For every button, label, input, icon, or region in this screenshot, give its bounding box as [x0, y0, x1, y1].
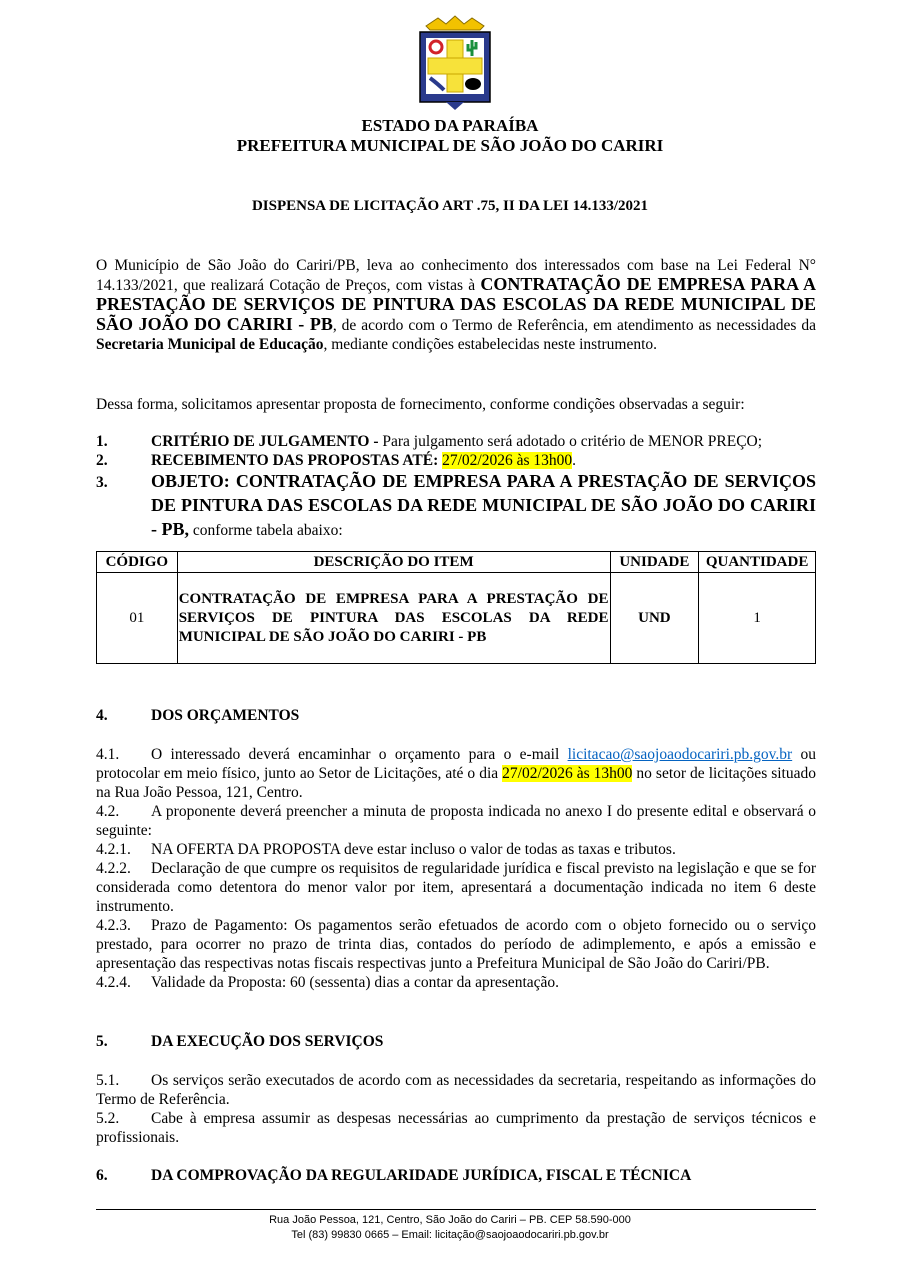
section-4-body	[96, 745, 816, 992]
items-table	[96, 551, 816, 664]
cell-unit: UND	[610, 573, 699, 664]
section-4-heading: 4. DOS ORÇAMENTOS	[96, 707, 300, 724]
footer-contact: Tel (83) 99830 0665 – Email: licitação@saojoaodocariri.pb.gov.br	[291, 1229, 609, 1241]
paragraph-4-2-1: 4.2.1. NA OFERTA DA PROPOSTA deve estar incluso o valor de todas as taxas e tributos.	[96, 841, 676, 858]
col-unit-header: UNIDADE	[610, 552, 699, 573]
email-link[interactable]: licitacao@saojoaodocariri.pb.gov.br	[567, 746, 793, 763]
paragraph-4-2: 4.2. A proponente deverá preencher a minuta de proposta indicada no anexo I do presente edital e observará o seguinte:	[96, 803, 816, 839]
col-description-header: DESCRIÇÃO DO ITEM	[177, 552, 610, 573]
paragraph-4-2-3: 4.2.3. Prazo de Pagamento: Os pagamentos serão efetuados de acordo com o objeto fornecido ou o serviço prestado, para ocorrer no prazo de trinta dias, contados do período de adimplemento, e após a emissão e apresentação das respectivas notas fiscais respectivas junto a Prefeitura Municipal de São João do Cariri/PB.	[96, 917, 816, 972]
document-title: DISPENSA DE LICITAÇÃO ART .75, II DA LEI 14.133/2021	[251, 198, 649, 214]
cell-quantity: 1	[699, 573, 816, 664]
paragraph-5-2: 5.2. Cabe à empresa assumir as despesas necessárias ao cumprimento da prestação de serviços técnicos e profissionais.	[96, 1110, 816, 1146]
municipal-crest-icon	[416, 14, 494, 112]
state-heading: ESTADO DA PARAÍBA	[361, 116, 539, 135]
col-quantity-header: QUANTIDADE	[699, 552, 816, 573]
request-paragraph: Dessa forma, solicitamos apresentar proposta de fornecimento, conforme condições observadas a seguir:	[96, 396, 745, 413]
intro-paragraph: O Município de São João do Cariri/PB, leva ao conhecimento dos interessados com base na Lei Federal N° 14.133/2021, que realizará Cotação de Preços, com vistas à CONTRATAÇÃO DE EMPRESA PARA A PRESTAÇÃO DE SERVIÇOS DE PINTURA DAS ESCOLAS DA REDE MUNICIPAL DE SÃO JOÃO DO CARIRI - PB, de acordo com o Termo de Referência, em atendimento as necessidades da Secretaria Municipal de Educação, mediante condições estabelecidas neste instrumento.	[96, 257, 817, 353]
paragraph-4-1: 4.1. O interessado deverá encaminhar o orçamento para o e-mail licitacao@saojoaodocariri.pb.gov.br ou protocolar em meio físico, junto ao Setor de Licitações, até o dia 27/02/2026 às 13h00 no setor de licitações situado na Rua João Pessoa, 121, Centro.	[96, 746, 816, 801]
table-header-row	[97, 552, 816, 573]
item-deadline: 2. RECEBIMENTO DAS PROPOSTAS ATÉ: 27/02/2026 às 13h00.	[96, 452, 577, 469]
cell-description: CONTRATAÇÃO DE EMPRESA PARA A PRESTAÇÃO DE SERVIÇOS DE PINTURA DAS ESCOLAS DA REDE MUNICIPAL DE SÃO JOÃO DO CARIRI - PB	[177, 573, 610, 664]
municipality-heading: PREFEITURA MUNICIPAL DE SÃO JOÃO DO CARIRI	[236, 136, 664, 155]
section-5-heading: 5. DA EXECUÇÃO DOS SERVIÇOS	[96, 1033, 384, 1050]
col-code-header: CÓDIGO	[97, 552, 178, 573]
section-5-body	[96, 1071, 816, 1147]
paragraph-5-1: 5.1. Os serviços serão executados de acordo com as necessidades da secretaria, respeitando as informações do Termo de Referência.	[96, 1072, 816, 1108]
deadline-highlight: 27/02/2026 às 13h00	[442, 452, 573, 469]
table-row	[97, 573, 816, 664]
date-highlight: 27/02/2026 às 13h00	[502, 765, 633, 782]
footer-divider	[96, 1209, 816, 1210]
cell-code: 01	[97, 573, 178, 664]
paragraph-4-2-2: 4.2.2. Declaração de que cumpre os requisitos de regularidade jurídica e fiscal previsto na legislação e que se for considerada como detentora do menor valor por item, apresentará a documentação indicada no item 6 deste instrumento.	[96, 860, 816, 915]
item-object: 3. OBJETO: CONTRATAÇÃO DE EMPRESA PARA A PRESTAÇÃO DE SERVIÇOS DE PINTURA DAS ESCOLAS DA REDE MUNICIPAL DE SÃO JOÃO DO CARIRI - PB, conforme tabela abaixo:	[96, 471, 816, 539]
section-6-heading: 6. DA COMPROVAÇÃO DA REGULARIDADE JURÍDICA, FISCAL E TÉCNICA	[96, 1167, 692, 1184]
footer-address: Rua João Pessoa, 121, Centro, São João do Cariri – PB. CEP 58.590-000	[269, 1214, 631, 1226]
item-criterion: 1. CRITÉRIO DE JULGAMENTO - Para julgamento será adotado o critério de MENOR PREÇO;	[96, 433, 763, 450]
paragraph-4-2-4: 4.2.4. Validade da Proposta: 60 (sessenta) dias a contar da apresentação.	[96, 974, 560, 991]
